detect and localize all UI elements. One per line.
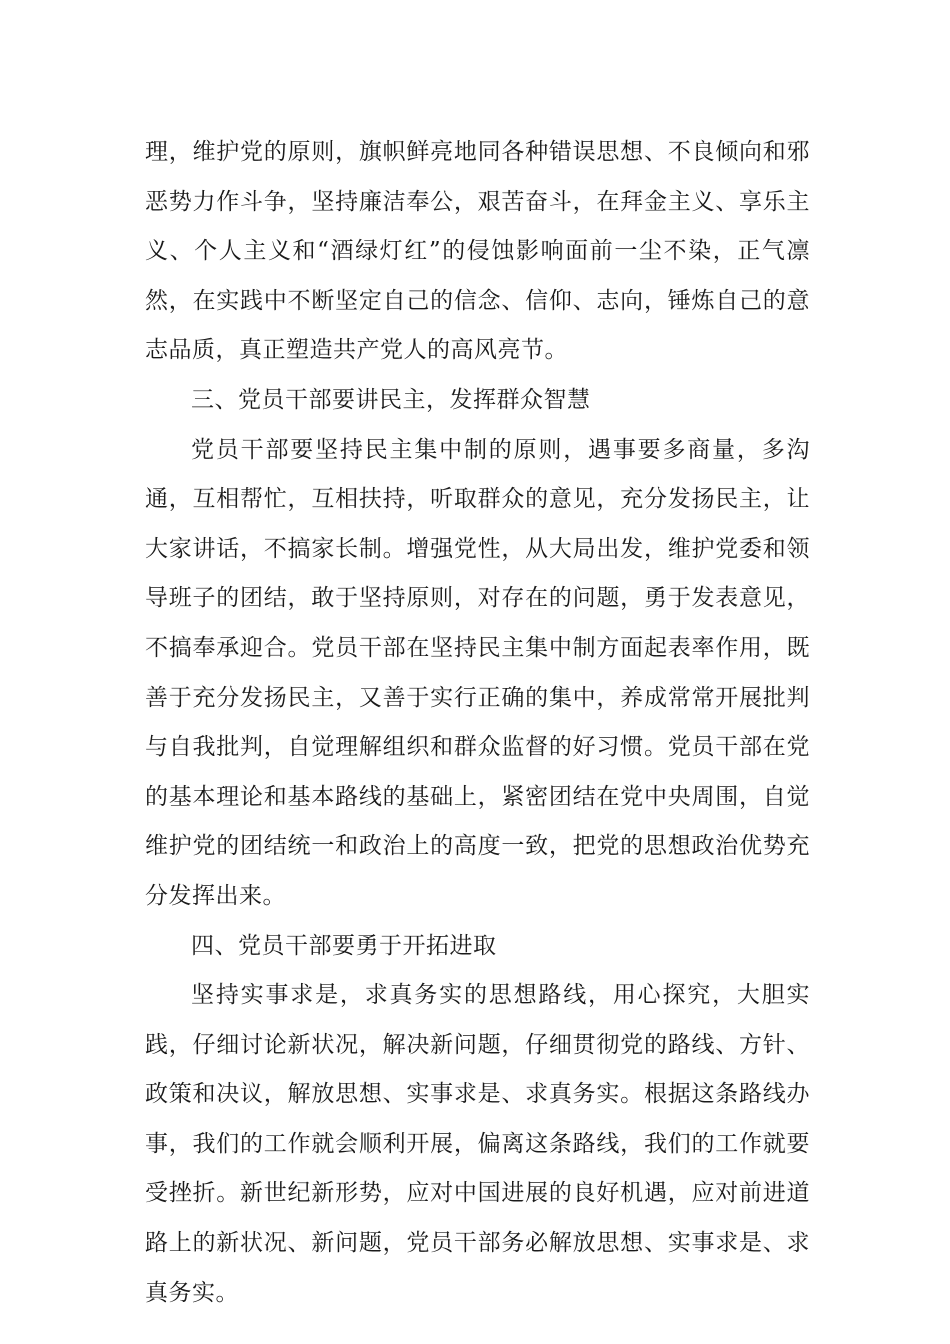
section-heading-4: 四、党员干部要勇于开拓进取: [191, 932, 497, 959]
paragraph-democracy: 党员干部要坚持民主集中制的原则，遇事要多商量，多沟通，互相帮忙，互相扶持，听取群众的意见，充分发扬民主，让大家讲话，不搞家长制。增强党性，从大局出发，维护党委和领导班子的团结，敢于坚持原则，对存在的问题，勇于发表意见，不搞奉承迎合。党员干部在坚持民主集中制方面起表率作用，既善于充分发扬民主，又善于实行正确的集中，养成常常开展批判与自我批判，自觉理解组织和群众监督的好习惯。党员干部在党的基本理论和基本路线的基础上，紧密团结在党中央周围，自觉维护党的团结统一和政治上的高度一致，把党的思想政治优势充分发挥出来。: [145, 436, 810, 909]
paragraph-pioneering: 坚持实事求是，求真务实的思想路线，用心探究，大胆实践，仔细讨论新状况，解决新问题，仔细贯彻党的路线、方针、政策和决议，解放思想、实事求是、求真务实。根据这条路线办事，我们的工作就会顺利开展，偏离这条路线，我们的工作就要受挫折。新世纪新形势，应对中国进展的良好机遇，应对前进道路上的新状况、新问题，党员干部务必解放思想、实事求是、求真务实。: [145, 982, 810, 1306]
document-body: [145, 128, 810, 1318]
paragraph-continuation: 理，维护党的原则，旗帜鲜亮地同各种错误思想、不良倾向和邪恶势力作斗争，坚持廉洁奉公，艰苦奋斗，在拜金主义、享乐主义、个人主义和“酒绿灯红”的侵蚀影响面前一尘不染，正气凛然，在实践中不断坚定自己的信念、信仰、志向，锤炼自己的意志品质，真正塑造共产党人的高风亮节。: [145, 139, 810, 364]
section-heading-3: 三、党员干部要讲民主，发挥群众智慧: [191, 386, 591, 413]
